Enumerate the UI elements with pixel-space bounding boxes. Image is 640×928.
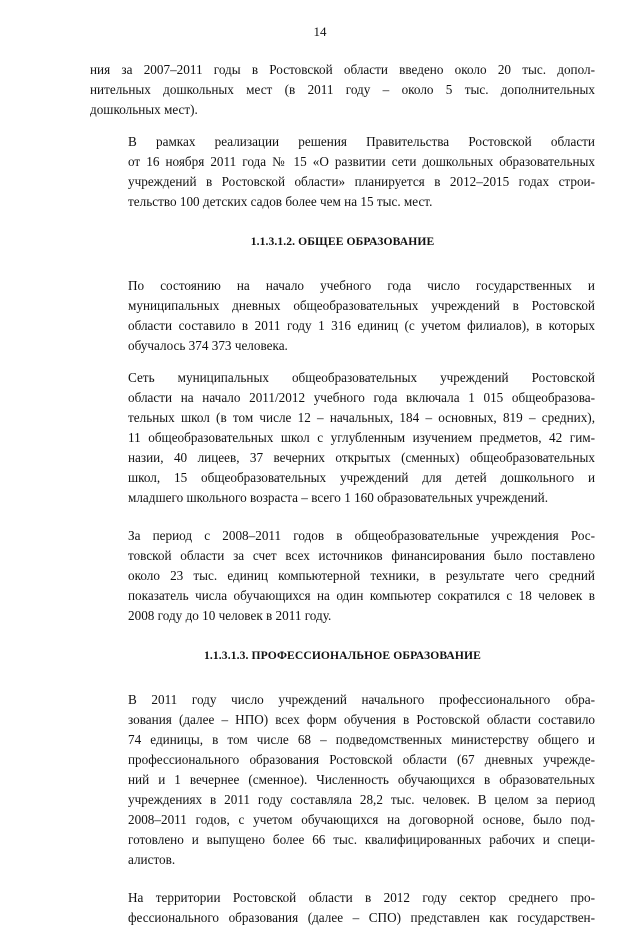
document-body bbox=[90, 60, 595, 928]
text-line: области на начало 2011/2012 учебного года включала 1 015 общеобразова- bbox=[128, 390, 595, 405]
text-line: муниципальных дневных общеобразовательных учреждений в Ростовской bbox=[128, 298, 595, 313]
text-line: области составило в 2011 году 1 316 единиц (с учетом филиалов), в которых bbox=[128, 318, 595, 333]
text-line: показатель числа обучающихся на один компьютер сократился с 18 человек в bbox=[128, 588, 595, 603]
text-line: На территории Ростовской области в 2012 году сектор среднего про- bbox=[128, 890, 595, 905]
text-line: от 16 ноября 2011 года № 15 «О развитии сети дошкольных образовательных bbox=[128, 154, 595, 169]
paragraph-school-count bbox=[90, 276, 595, 356]
text-line: 2008 году до 10 человек в 2011 году. bbox=[128, 608, 332, 623]
text-line: младшего школьного возраста – всего 1 160 образовательных учреждений. bbox=[128, 490, 549, 505]
text-line: Сеть муниципальных общеобразовательных учреждений Ростовской bbox=[128, 370, 595, 385]
text-line: алистов. bbox=[128, 852, 176, 867]
page-number: 14 bbox=[313, 24, 327, 39]
paragraph-kindergarten-plan bbox=[90, 132, 595, 212]
text-line: учреждений в Ростовской области» планируется в 2012–2015 годах строи- bbox=[128, 174, 595, 189]
paragraph-preschool-continued bbox=[90, 60, 595, 120]
text-line: готовлено и выпущено более 66 тыс. квалифицированных рабочих и специ- bbox=[128, 832, 595, 847]
text-line: назии, 40 лицеев, 37 вечерних открытых (сменных) общеобразовательных bbox=[128, 450, 595, 465]
text-line: тельство 100 детских садов более чем на 15 тыс. мест. bbox=[128, 194, 433, 209]
text-line: учреждениях в 2011 году составляла 28,2 тыс. человек. В целом за период bbox=[128, 792, 595, 807]
text-line: профессионального образования Ростовской области (67 дневных учрежде- bbox=[128, 752, 595, 767]
text-line: около 23 тыс. единиц компьютерной техники, в результате чего средний bbox=[128, 568, 595, 583]
text-line: За период с 2008–2011 годов в общеобразовательные учреждения Рос- bbox=[128, 528, 595, 543]
section-heading-general-education: 1.1.3.1.2. ОБЩЕЕ ОБРАЗОВАНИЕ bbox=[250, 235, 435, 248]
text-line: дошкольных мест). bbox=[90, 102, 198, 117]
text-line: В 2011 году число учреждений начального профессионального обра- bbox=[128, 692, 595, 707]
text-line: По состоянию на начало учебного года число государственных и bbox=[128, 278, 595, 293]
text-line: ний и 1 вечернее (сменное). Численность обучающихся в образовательных bbox=[128, 772, 595, 787]
text-line: товской области за счет всех источников финансирования было поставлено bbox=[128, 548, 595, 563]
paragraph-computer-equipment bbox=[90, 526, 595, 626]
text-line: тельных школ (в том числе 12 – начальных, 184 – основных, 819 – средних), bbox=[128, 410, 595, 425]
text-line: зования (далее – НПО) всех форм обучения в Ростовской области составило bbox=[128, 712, 595, 727]
text-line: В рамках реализации решения Правительства Ростовской области bbox=[128, 134, 595, 149]
text-line: нительных дошкольных мест (в 2011 году – около 5 тыс. дополнительных bbox=[90, 82, 595, 97]
text-line: фессионального образования (далее – СПО) представлен как государствен- bbox=[128, 910, 595, 925]
text-line: ния за 2007–2011 годы в Ростовской области введено около 20 тыс. допол- bbox=[90, 62, 595, 77]
section-heading-vocational-education: 1.1.3.1.3. ПРОФЕССИОНАЛЬНОЕ ОБРАЗОВАНИЕ bbox=[204, 649, 481, 662]
text-line: 11 общеобразовательных школ с углубленным изучением предметов, 42 гим- bbox=[128, 430, 595, 445]
paragraph-npo-institutions bbox=[90, 690, 595, 870]
paragraph-spo-sector bbox=[90, 888, 595, 928]
text-line: школ, 15 общеобразовательных учреждений для детей дошкольного и bbox=[128, 470, 595, 485]
paragraph-municipal-network bbox=[90, 368, 595, 508]
text-line: обучалось 374 373 человека. bbox=[128, 338, 288, 353]
text-line: 74 единицы, в том числе 68 – подведомственных министерству общего и bbox=[128, 732, 595, 747]
text-line: 2008–2011 годов, с учетом обучающихся на договорной основе, было под- bbox=[128, 812, 595, 827]
